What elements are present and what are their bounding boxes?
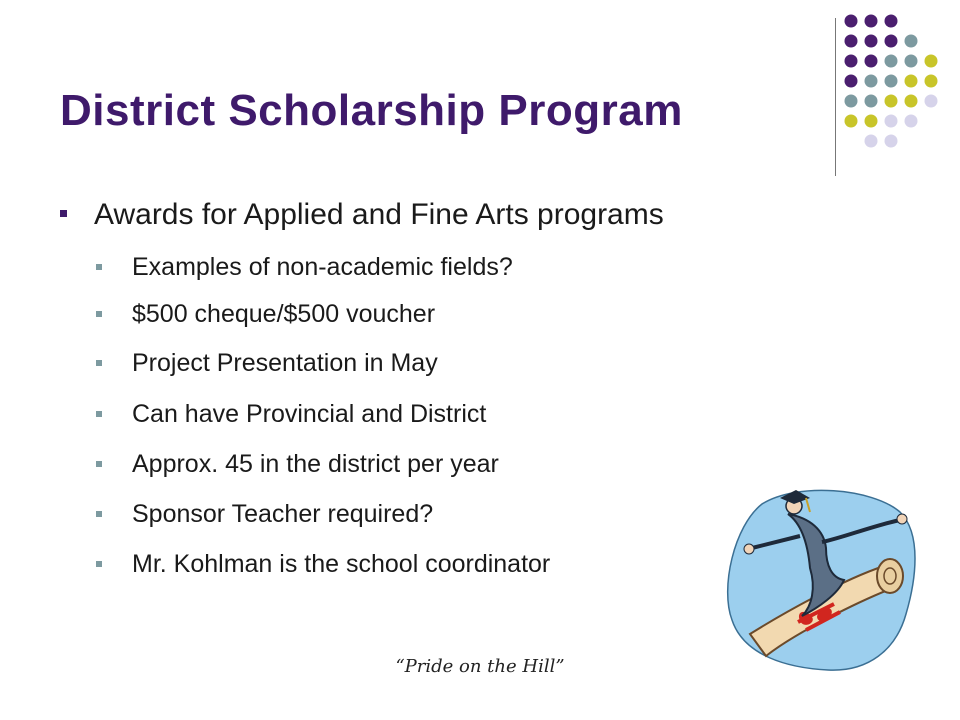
sub-bullet-text: $500 cheque/$500 voucher bbox=[132, 300, 436, 328]
footer-motto: “Pride on the Hill” bbox=[395, 656, 565, 677]
square-bullet-icon bbox=[96, 461, 102, 467]
square-bullet-icon bbox=[96, 411, 102, 417]
sub-bullet-text: Examples of non-academic fields? bbox=[132, 253, 513, 281]
square-bullet-icon bbox=[96, 311, 102, 317]
slide-title: District Scholarship Program bbox=[60, 86, 683, 135]
square-bullet-icon bbox=[96, 264, 102, 270]
sub-bullet-text: Mr. Kohlman is the school coordinator bbox=[132, 550, 551, 578]
sub-bullet-text: Project Presentation in May bbox=[132, 349, 438, 377]
sub-bullet-text: Can have Provincial and District bbox=[132, 400, 487, 428]
dot-grid-decoration bbox=[844, 14, 954, 154]
main-bullet-text: Awards for Applied and Fine Arts programs bbox=[94, 198, 664, 231]
graduate-riding-diploma-icon bbox=[722, 484, 922, 674]
square-bullet-icon bbox=[96, 511, 102, 517]
square-bullet-icon bbox=[96, 360, 102, 366]
square-bullet-icon bbox=[60, 210, 67, 217]
sub-bullet-text: Sponsor Teacher required? bbox=[132, 500, 434, 528]
decorative-divider bbox=[835, 18, 836, 176]
square-bullet-icon bbox=[96, 561, 102, 567]
sub-bullet-text: Approx. 45 in the district per year bbox=[132, 450, 499, 478]
